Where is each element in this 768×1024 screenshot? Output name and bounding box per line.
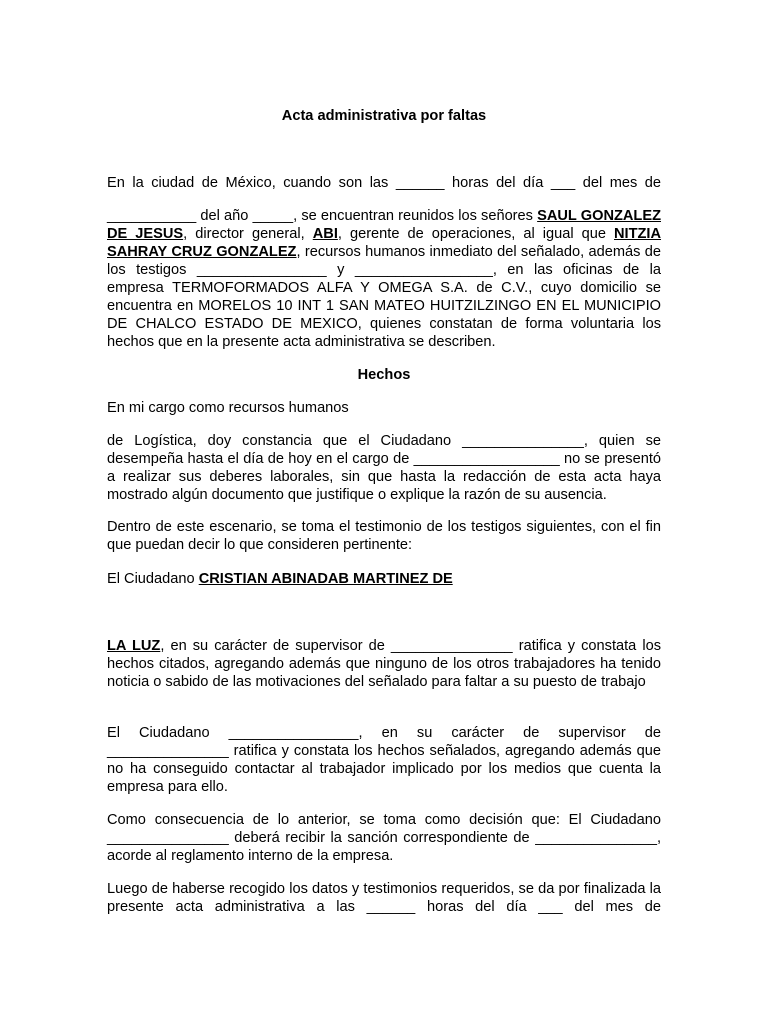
participant-name-1: SAUL GONZALEZ DE JESUS (107, 208, 661, 242)
paragraph-testimony-intro: Dentro de este escenario, se toma el testimonio de los testigos siguientes, con el fin que puedan decir lo que consideren pertinente: (107, 519, 661, 553)
participants-text-b: , director general, (183, 226, 313, 242)
paragraph-witness-2: El Ciudadano ________________, en su carácter de supervisor de _______________ ratifica y constata los hechos señalados, agregando además que no ha conseguido contactar al trabajador implicado por los medios que cuenta la empresa para ello. (107, 725, 661, 795)
witness-1-name-end: LA LUZ (107, 638, 161, 654)
paragraph-opening: En la ciudad de México, cuando son las ______ horas del día ___ del mes de (107, 175, 661, 191)
paragraph-witness-1 (107, 637, 661, 691)
document-title: Acta administrativa por faltas (281, 108, 487, 124)
participant-name-3: NITZIA SAHRAY CRUZ GONZALEZ (107, 226, 662, 260)
participants-text-a: ___________ del año _____, se encuentran reunidos los señores (107, 208, 538, 224)
paragraph-absence: de Logística, doy constancia que el Ciudadano _______________, quien se desempeña hasta el día de hoy en el cargo de __________________ no se presentó a realizar sus deberes laborales, sin que hasta la redacción de esta acta haya mostrado algún documento que justifique o explique la razón de su ausencia. (107, 433, 661, 503)
participant-name-2: ABI (312, 226, 338, 242)
paragraph-role: En mi cargo como recursos humanos (107, 400, 349, 416)
witness-1-name: CRISTIAN ABINADAB MARTINEZ DE (198, 571, 453, 587)
witness-1-prefix: El Ciudadano (107, 571, 199, 587)
paragraph-decision: Como consecuencia de lo anterior, se toma como decisión que: El Ciudadano _______________ deberá recibir la sanción correspondiente de _______________, acorde al reglamento interno de la empresa. (107, 812, 661, 864)
paragraph-participants (107, 207, 661, 351)
participants-text-c: , gerente de operaciones, al igual que (337, 226, 614, 242)
heading-hechos: Hechos (357, 367, 411, 383)
paragraph-witness-1-start (107, 570, 661, 588)
participants-text-d: , recursos humanos inmediato del señalado, además de los testigos ________________ y _________________, en las oficinas de la empresa TERMOFORMADOS ALFA Y OMEGA S.A. de C.V., cuyo domicilio se encuentra en MORELOS 10 INT 1 SAN MATEO HUITZILZINGO EN EL MUNICIPIO DE CHALCO ESTADO DE MEXICO, quienes constatan de forma voluntaria los hechos que en la presente acta administrativa se describen. (107, 244, 661, 350)
paragraph-closing: Luego de haberse recogido los datos y testimonios requeridos, se da por finalizada la presente acta administrativa a las ______ horas del día ___ del mes de (107, 881, 661, 915)
witness-1-statement: , en su carácter de supervisor de _______________ ratifica y constata los hechos citados, agregando además que ninguno de los otros trabajadores ha tenido noticia o sabido de las motivaciones del señalado para faltar a su puesto de trabajo (107, 638, 661, 690)
